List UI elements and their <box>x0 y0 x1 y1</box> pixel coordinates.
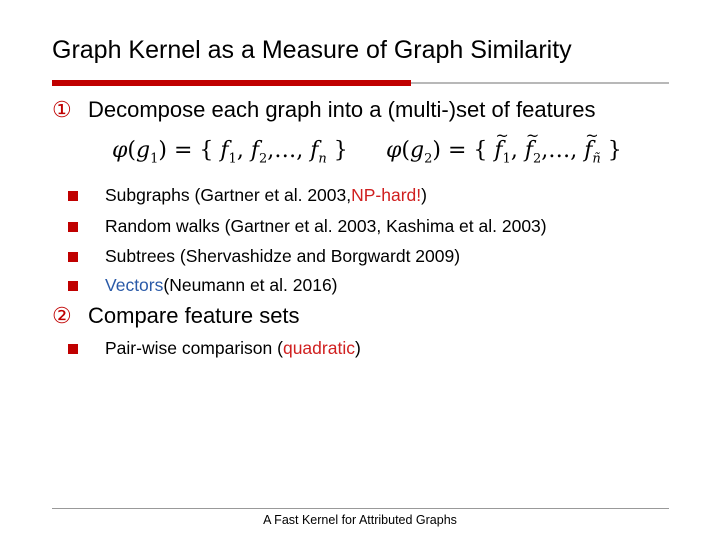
bullet-highlight: NP-hard! <box>351 185 422 205</box>
square-bullet-icon <box>68 344 78 354</box>
bullet-text-pre: Subgraphs (Gartner et al. 2003, <box>105 185 352 205</box>
bullet-vectors <box>68 275 338 296</box>
title-underline-accent <box>52 80 411 86</box>
bullet-highlight: quadratic <box>282 338 355 358</box>
bullet-random-walks <box>68 216 547 237</box>
bullet-text-post: ) <box>421 185 427 205</box>
formula-right: $\varphi(g_2)$ = { ~ $f_1$, ~ $f_2,\dots$, ~ $f_ñ$ } <box>386 138 622 166</box>
step-2-number: ② <box>52 303 72 328</box>
bullet-subtrees <box>68 246 460 267</box>
bullet-subgraphs <box>68 185 427 206</box>
bullet-text-post: ) <box>354 338 361 358</box>
slide-title: Graph Kernel as a Measure of Graph Similarity <box>52 36 572 64</box>
step-2 <box>52 303 300 329</box>
formula-left: $\varphi(g_1)$ = { $f_1$, $f_2,\dots$, $f_n$ } <box>112 138 348 167</box>
step-1-text: Decompose each graph into a (multi-)set of features <box>88 97 596 122</box>
square-bullet-icon <box>68 222 78 232</box>
step-1 <box>52 97 595 123</box>
footer-divider <box>52 508 669 509</box>
bullet-text: Random walks (Gartner et al. 2003, Kashima et al. 2003) <box>105 216 547 236</box>
footer-text: A Fast Kernel for Attributed Graphs <box>263 513 457 527</box>
bullet-text-post: (Neumann et al. 2016) <box>163 275 338 295</box>
square-bullet-icon <box>68 281 78 291</box>
bullet-pairwise <box>68 338 361 359</box>
square-bullet-icon <box>68 252 78 262</box>
step-2-text: Compare feature sets <box>88 303 300 328</box>
bullet-text: Subtrees (Shervashidze and Borgwardt 2009) <box>105 246 461 266</box>
bullet-highlight: Vectors <box>105 275 164 295</box>
square-bullet-icon <box>68 191 78 201</box>
step-1-number: ① <box>52 97 72 122</box>
bullet-text-pre: Pair-wise comparison ( <box>105 338 283 358</box>
title-underline <box>52 80 669 86</box>
title-underline-rest <box>411 82 669 84</box>
